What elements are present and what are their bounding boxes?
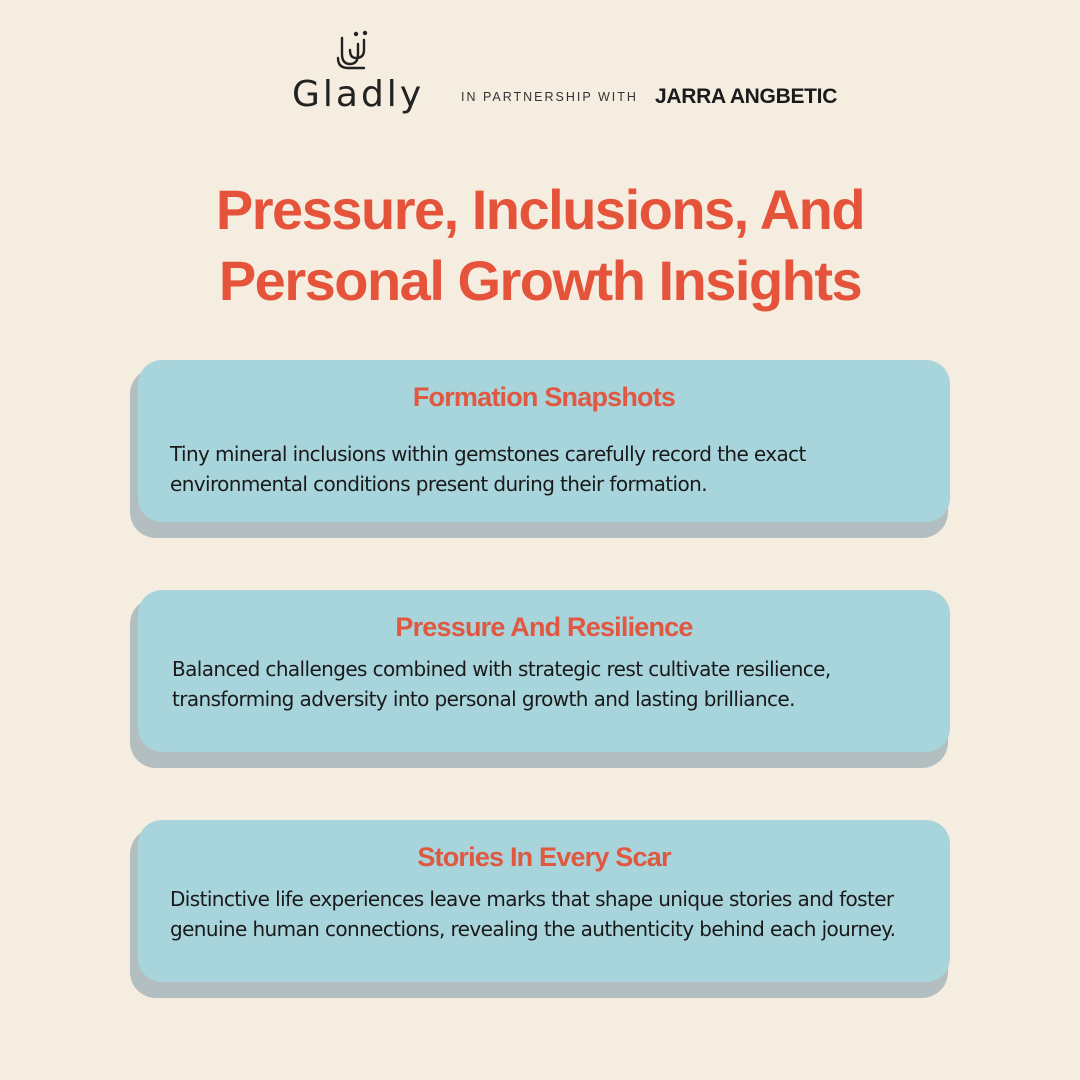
brand-logo [292,28,425,123]
title-line-2: Personal Growth Insights [218,249,862,312]
card-text: Balanced challenges combined with strategic rest cultivate resilience, transforming adversity into personal growth and lasting brilliance. [172,657,831,711]
brand-name: Gladly [292,74,425,115]
header [0,0,1080,140]
card-formation-snapshots [130,360,950,530]
card-text: Tiny mineral inclusions within gemstones carefully record the exact environmental conditions present during their formation. [170,442,806,496]
card-body [138,590,950,752]
partnership-label: IN PARTNERSHIP WITH [461,90,638,104]
partner-name: JARRA ANGBETIC [655,85,838,108]
card-text: Distinctive life experiences leave marks that shape unique stories and foster genuine human connections, revealing the authenticity behind each journey. [170,887,896,941]
card-body [138,820,950,982]
gladly-paperclip-smile-icon [334,28,374,70]
card-stories-in-every-scar [130,820,950,990]
card-body [138,360,950,522]
card-title: Stories In Every Scar [417,842,671,872]
page-title [0,174,1080,316]
title-line-1: Pressure, Inclusions, And [215,178,865,241]
card-title: Pressure And Resilience [395,612,693,642]
card-pressure-and-resilience [130,590,950,760]
card-title: Formation Snapshots [412,382,676,412]
